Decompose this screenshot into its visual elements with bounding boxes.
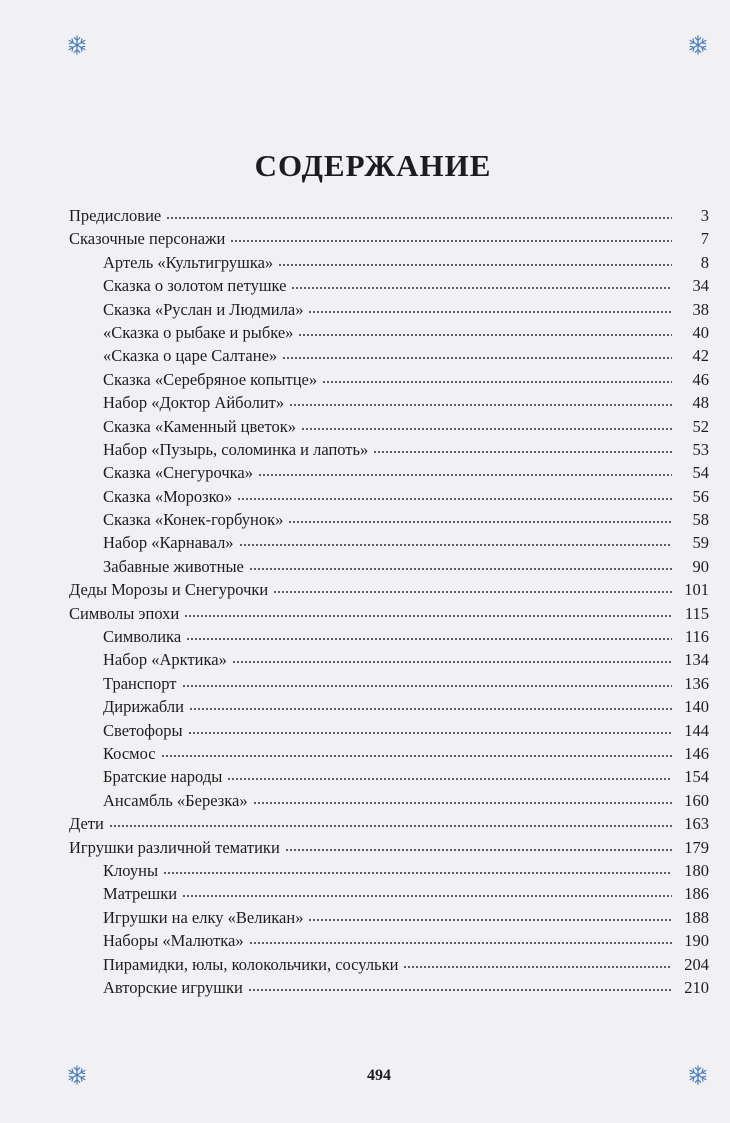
- dot-leader: [109, 824, 672, 828]
- toc-entry-title: Светофоры: [103, 720, 183, 740]
- toc-entry-page: 8: [700, 252, 709, 272]
- toc-entry: [69, 251, 709, 274]
- toc-entry-page: 52: [692, 416, 709, 436]
- toc-entry-title: Ансамбль «Березка»: [103, 790, 248, 810]
- toc-entry-title: Сказка о золотом петушке: [103, 276, 287, 296]
- toc-entry-title: Забавные животные: [103, 556, 244, 576]
- toc-entry: [69, 765, 709, 788]
- toc-entry-page: 116: [684, 627, 709, 647]
- dot-leader: [301, 427, 672, 431]
- dot-leader: [166, 216, 672, 220]
- dot-leader: [258, 473, 672, 477]
- toc-entry: [69, 859, 709, 882]
- toc-entry: [69, 672, 709, 695]
- toc-entry: [69, 812, 709, 835]
- toc-entry: [69, 531, 709, 554]
- dot-leader: [182, 684, 672, 688]
- toc-entry-title: Сказочные персонажи: [69, 229, 226, 249]
- dot-leader: [188, 731, 672, 735]
- toc-entry-title: Игрушки на елку «Великан»: [103, 907, 304, 927]
- snowflake-icon: [66, 34, 88, 56]
- toc-entry-page: 42: [692, 346, 709, 366]
- toc-entry-title: «Сказка о царе Салтане»: [103, 346, 278, 366]
- table-of-contents: [69, 204, 709, 999]
- toc-entry-page: 59: [692, 533, 709, 553]
- toc-entry: [69, 298, 709, 321]
- dot-leader: [186, 637, 672, 641]
- toc-entry-title: Клоуны: [103, 860, 159, 880]
- toc-entry: [69, 602, 709, 625]
- toc-entry: [69, 882, 709, 905]
- toc-entry: [69, 461, 709, 484]
- toc-entry-title: Сказка «Конек-горбунок»: [103, 510, 284, 530]
- toc-entry: [69, 929, 709, 952]
- toc-entry-title: Сказка «Серебряное копытце»: [103, 369, 318, 389]
- toc-entry: [69, 906, 709, 929]
- toc-entry-title: Авторские игрушки: [103, 977, 243, 997]
- toc-entry-title: Символы эпохи: [69, 603, 180, 623]
- toc-entry-page: 56: [692, 486, 709, 506]
- dot-leader: [248, 988, 672, 992]
- toc-entry-page: 186: [684, 884, 709, 904]
- toc-entry-page: 146: [684, 743, 709, 763]
- page-title: СОДЕРЖАНИЕ: [254, 148, 492, 183]
- toc-entry: [69, 742, 709, 765]
- toc-entry-page: 38: [692, 299, 709, 319]
- toc-entry: [69, 204, 709, 227]
- dot-leader: [184, 614, 672, 618]
- toc-entry: [69, 789, 709, 812]
- toc-entry-title: Дети: [69, 814, 104, 834]
- dot-leader: [403, 965, 672, 969]
- toc-entry: [69, 415, 709, 438]
- dot-leader: [282, 356, 672, 360]
- toc-entry-title: Игрушки различной тематики: [69, 837, 280, 857]
- toc-entry: [69, 648, 709, 671]
- toc-entry: [69, 391, 709, 414]
- toc-entry-page: 154: [684, 767, 709, 787]
- dot-leader: [288, 520, 672, 524]
- toc-entry-title: Сказка «Каменный цветок»: [103, 416, 297, 436]
- toc-entry-page: 101: [684, 580, 709, 600]
- toc-entry-page: 46: [692, 369, 709, 389]
- toc-entry-page: 7: [700, 229, 709, 249]
- toc-entry: [69, 555, 709, 578]
- toc-entry: [69, 344, 709, 367]
- toc-entry-page: 210: [684, 977, 709, 997]
- dot-leader: [308, 918, 672, 922]
- toc-entry-page: 140: [684, 697, 709, 717]
- toc-entry: [69, 578, 709, 601]
- dot-leader: [278, 263, 672, 267]
- toc-entry-title: Артель «Культигрушка»: [103, 252, 274, 272]
- dot-leader: [161, 754, 672, 758]
- toc-entry: [69, 485, 709, 508]
- toc-entry-page: 136: [684, 673, 709, 693]
- toc-entry: [69, 508, 709, 531]
- page-number: 494: [367, 1067, 391, 1084]
- toc-entry: [69, 625, 709, 648]
- toc-entry: [69, 836, 709, 859]
- toc-entry-page: 48: [692, 393, 709, 413]
- toc-entry-page: 204: [684, 954, 709, 974]
- dot-leader: [373, 450, 672, 454]
- toc-entry: [69, 274, 709, 297]
- toc-entry-title: Деды Морозы и Снегурочки: [69, 580, 269, 600]
- dot-leader: [249, 567, 672, 571]
- toc-entry-title: Наборы «Малютка»: [103, 931, 244, 951]
- dot-leader: [249, 941, 672, 945]
- toc-entry-page: 54: [692, 463, 709, 483]
- toc-entry-page: 90: [692, 556, 709, 576]
- toc-entry-title: Матрешки: [103, 884, 178, 904]
- toc-entry: [69, 719, 709, 742]
- toc-entry-title: Пирамидки, юлы, колокольчики, сосульки: [103, 954, 399, 974]
- toc-entry-title: Набор «Доктор Айболит»: [103, 393, 285, 413]
- toc-entry-title: «Сказка о рыбаке и рыбке»: [103, 322, 294, 342]
- toc-entry-page: 144: [684, 720, 709, 740]
- toc-entry-title: Набор «Карнавал»: [103, 533, 234, 553]
- dot-leader: [289, 403, 672, 407]
- toc-entry: [69, 953, 709, 976]
- dot-leader: [237, 497, 672, 501]
- toc-entry-title: Транспорт: [103, 673, 177, 693]
- dot-leader: [291, 286, 672, 290]
- toc-entry: [69, 438, 709, 461]
- toc-entry-title: Космос: [103, 743, 156, 763]
- toc-entry-page: 179: [684, 837, 709, 857]
- toc-entry-page: 40: [692, 322, 709, 342]
- dot-leader: [232, 660, 672, 664]
- toc-entry-page: 188: [684, 907, 709, 927]
- toc-entry-title: Сказка «Морозко»: [103, 486, 233, 506]
- toc-entry-title: Предисловие: [69, 206, 162, 225]
- toc-entry: [69, 227, 709, 250]
- dot-leader: [298, 333, 672, 337]
- dot-leader: [189, 707, 672, 711]
- toc-entry-title: Набор «Арктика»: [103, 650, 227, 670]
- toc-entry-page: 190: [684, 931, 709, 951]
- dot-leader: [308, 310, 672, 314]
- dot-leader: [273, 590, 672, 594]
- snowflake-icon: [687, 1064, 709, 1086]
- toc-entry-page: 134: [684, 650, 709, 670]
- dot-leader: [163, 871, 672, 875]
- toc-entry-title: Сказка «Руслан и Людмила»: [103, 299, 304, 319]
- toc-entry-page: 115: [684, 603, 709, 623]
- dot-leader: [285, 848, 672, 852]
- dot-leader: [253, 801, 672, 805]
- toc-entry: [69, 976, 709, 999]
- toc-entry-page: 180: [684, 860, 709, 880]
- dot-leader: [182, 894, 672, 898]
- dot-leader: [322, 380, 672, 384]
- toc-entry-title: Символика: [103, 627, 182, 647]
- toc-entry-title: Дирижабли: [103, 697, 184, 717]
- toc-entry-page: 3: [700, 206, 709, 225]
- toc-entry-title: Набор «Пузырь, соломинка и лапоть»: [103, 439, 369, 459]
- toc-entry-page: 160: [684, 790, 709, 810]
- toc-entry-page: 163: [684, 814, 709, 834]
- snowflake-icon: [687, 34, 709, 56]
- dot-leader: [230, 239, 672, 243]
- toc-entry-page: 53: [692, 439, 709, 459]
- toc-entry-page: 58: [692, 510, 709, 530]
- toc-entry-title: Братские народы: [103, 767, 223, 787]
- toc-entry-page: 34: [692, 276, 709, 296]
- dot-leader: [239, 543, 672, 547]
- dot-leader: [227, 777, 672, 781]
- toc-entry-title: Сказка «Снегурочка»: [103, 463, 253, 483]
- toc-entry: [69, 368, 709, 391]
- toc-entry: [69, 321, 709, 344]
- toc-entry: [69, 695, 709, 718]
